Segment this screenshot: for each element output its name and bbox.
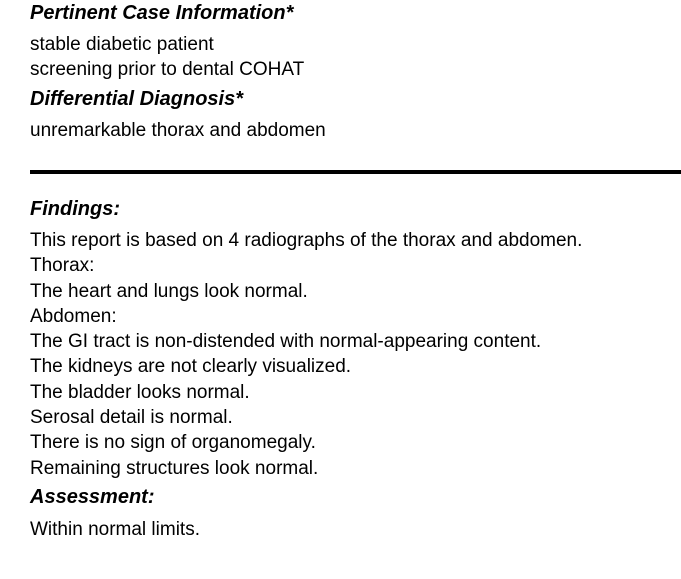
findings-line: The bladder looks normal. xyxy=(30,381,250,403)
findings-line: The GI tract is non-distended with normal-appearing content. xyxy=(30,331,542,353)
findings-line: Abdomen: xyxy=(30,305,117,327)
report-top-section xyxy=(30,0,681,143)
findings-heading: Findings: xyxy=(30,198,120,220)
assessment-heading: Assessment: xyxy=(30,485,155,508)
assessment-line: Within normal limits. xyxy=(30,518,200,540)
assessment-text xyxy=(30,517,681,542)
pertinent-case-line: screening prior to dental COHAT xyxy=(30,59,305,81)
pertinent-case-line: stable diabetic patient xyxy=(30,34,214,55)
findings-line: This report is based on 4 radiographs of the thorax and abdomen. xyxy=(30,230,583,251)
findings-line: Serosal detail is normal. xyxy=(30,407,233,429)
findings-line: The kidneys are not clearly visualized. xyxy=(30,356,352,378)
pertinent-case-text xyxy=(30,32,681,83)
findings-text xyxy=(30,228,681,481)
differential-diagnosis-text xyxy=(30,118,681,143)
report-findings-section xyxy=(30,196,681,542)
pertinent-case-heading: Pertinent Case Information* xyxy=(30,2,294,24)
differential-diagnosis-heading: Differential Diagnosis* xyxy=(30,87,244,110)
findings-line: Remaining structures look normal. xyxy=(30,457,319,479)
findings-line: Thorax: xyxy=(30,255,95,277)
findings-line: The heart and lungs look normal. xyxy=(30,280,308,302)
differential-diagnosis-line: unremarkable thorax and abdomen xyxy=(30,119,326,141)
section-divider xyxy=(30,170,681,174)
findings-line: There is no sign of organomegaly. xyxy=(30,432,316,454)
